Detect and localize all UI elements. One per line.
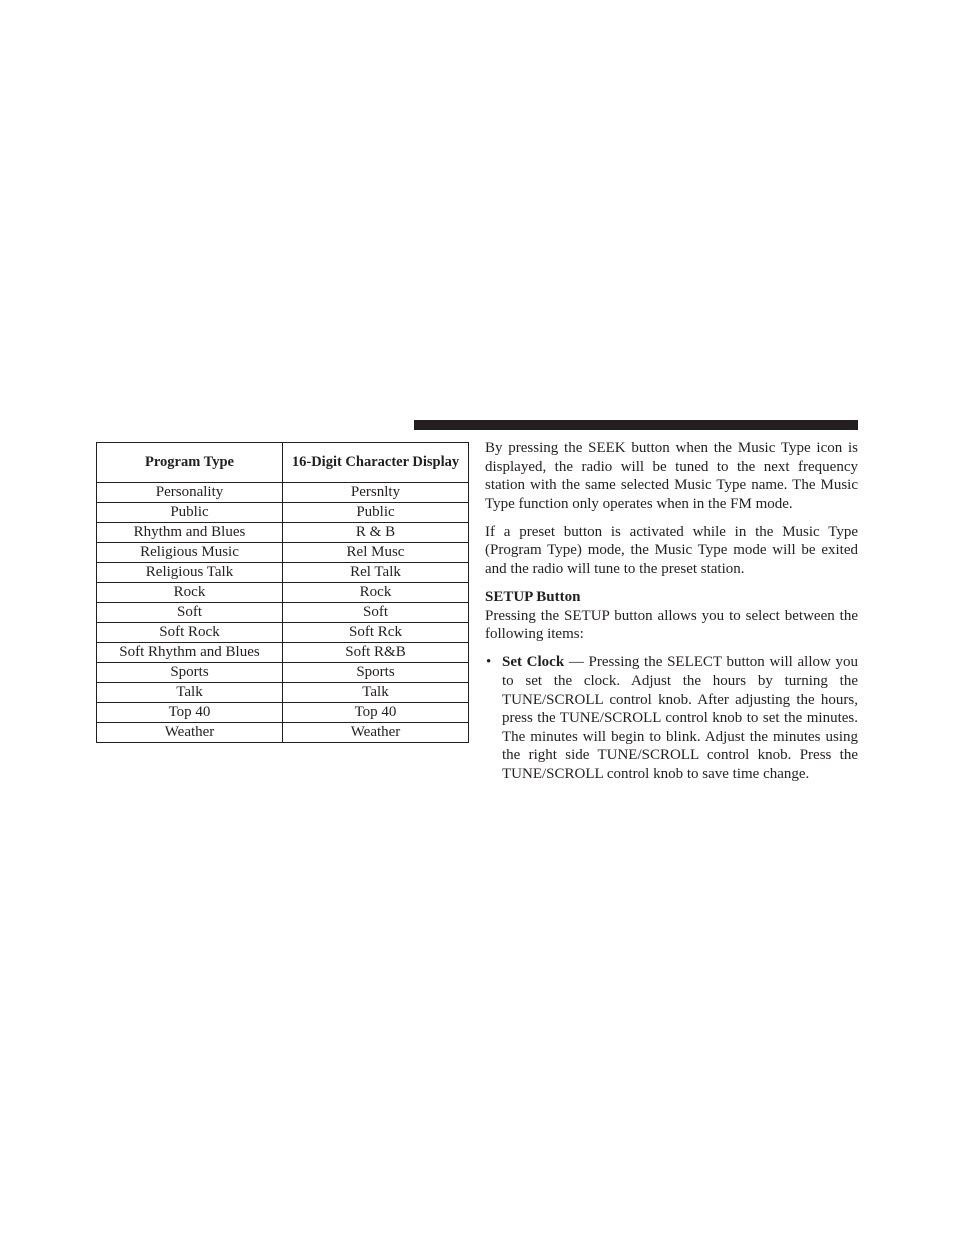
table-cell: Public	[97, 503, 283, 523]
list-item-term: Set Clock	[502, 654, 565, 671]
paragraph-setup-intro: Pressing the SETUP button allows you to select between the following items:	[485, 607, 858, 643]
table-cell: Rel Talk	[283, 563, 469, 583]
list-item	[485, 653, 858, 783]
table-row	[97, 643, 469, 663]
table-row	[97, 723, 469, 743]
table-cell: Persnlty	[283, 483, 469, 503]
table-cell: Top 40	[283, 703, 469, 723]
table-cell: Rock	[97, 583, 283, 603]
table-cell: Rel Musc	[283, 543, 469, 563]
table-cell: Sports	[97, 663, 283, 683]
table-cell: Soft R&B	[283, 643, 469, 663]
table-row	[97, 583, 469, 603]
table-row	[97, 503, 469, 523]
table-cell: Rock	[283, 583, 469, 603]
table-cell: Talk	[283, 683, 469, 703]
table-cell: Soft Rhythm and Blues	[97, 643, 283, 663]
column-header-display: 16-Digit Character Display	[283, 443, 469, 483]
table-cell: Religious Music	[97, 543, 283, 563]
table-row	[97, 703, 469, 723]
table-row	[97, 663, 469, 683]
table-header-row	[97, 443, 469, 483]
table-row	[97, 603, 469, 623]
paragraph-preset: If a preset button is activated while in the Music Type (Program Type) mode, the Music Type mode will be exited and the radio will tune to the preset station.	[485, 523, 858, 578]
table-cell: Soft Rock	[97, 623, 283, 643]
bullet-icon: •	[486, 654, 492, 671]
table-cell: Sports	[283, 663, 469, 683]
table-cell: Soft Rck	[283, 623, 469, 643]
table-cell: Rhythm and Blues	[97, 523, 283, 543]
table-row	[97, 523, 469, 543]
list-item-text: — Pressing the SELECT button will allow you to set the clock. Adjust the hours by turning the TUNE/SCROLL control knob. After adjusting the hours, press the TUNE/SCROLL control knob to set the minutes. The minutes will begin to blink. Adjust the minutes using the right side TUNE/SCROLL control knob. Press the TUNE/SCROLL control knob to save time change.	[502, 654, 859, 782]
table-row	[97, 563, 469, 583]
table-row	[97, 683, 469, 703]
paragraph-seek: By pressing the SEEK button when the Music Type icon is displayed, the radio will be tuned to the next frequency station with the same selected Music Type name. The Music Type function only operates when in the FM mode.	[485, 440, 858, 512]
table-cell: Weather	[283, 723, 469, 743]
program-type-table	[96, 442, 469, 743]
table-cell: Soft	[283, 603, 469, 623]
column-header-program-type: Program Type	[97, 443, 283, 483]
setup-items-list	[485, 653, 858, 783]
table-cell: Soft	[97, 603, 283, 623]
table-cell: Personality	[97, 483, 283, 503]
table-row	[97, 483, 469, 503]
table-row	[97, 543, 469, 563]
section-heading-setup: SETUP Button	[485, 589, 581, 606]
table-cell: Talk	[97, 683, 283, 703]
section-header-bar	[414, 420, 858, 430]
table-cell: Weather	[97, 723, 283, 743]
table-row	[97, 623, 469, 643]
text-column	[485, 439, 858, 784]
table-cell: Top 40	[97, 703, 283, 723]
table-cell: Public	[283, 503, 469, 523]
table-cell: R & B	[283, 523, 469, 543]
table-cell: Religious Talk	[97, 563, 283, 583]
